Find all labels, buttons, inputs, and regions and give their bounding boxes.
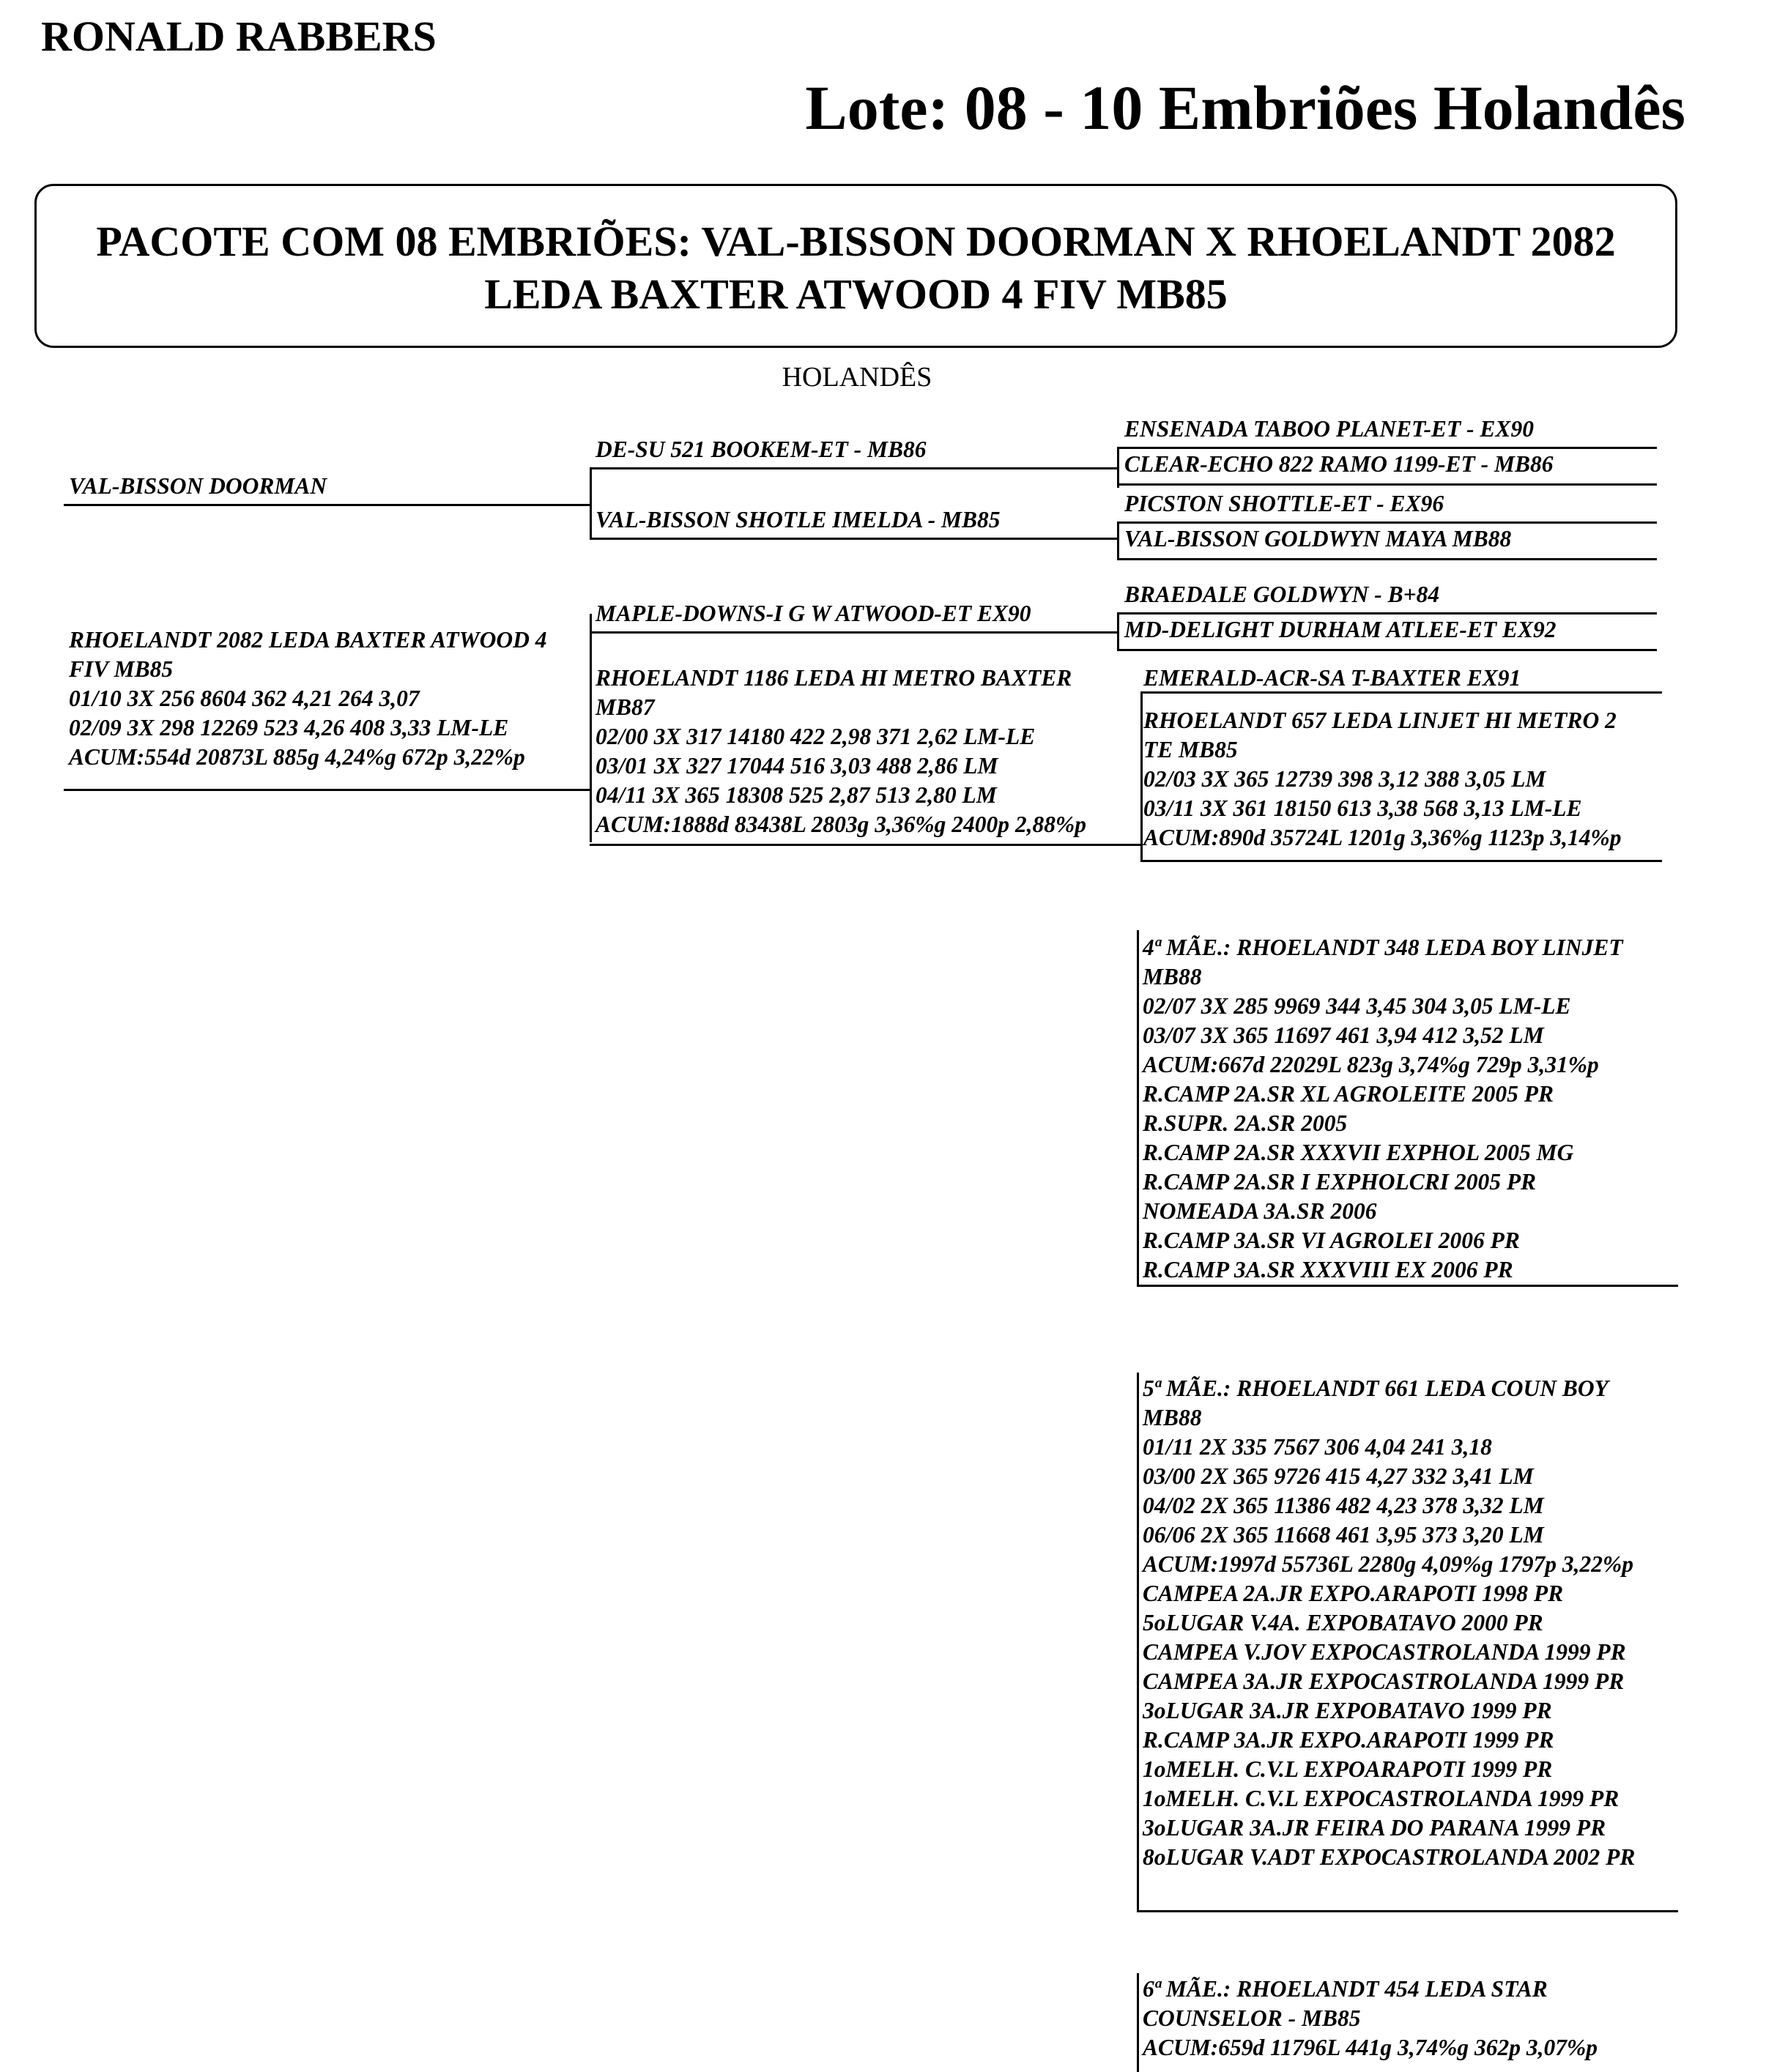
gen3-bracket-2 xyxy=(1117,521,1119,558)
fourth-dam-block xyxy=(1143,933,1623,1285)
sixth-dam-line: COUNSELOR - MB85 xyxy=(1143,2005,1361,2031)
fourth-dam-bracket xyxy=(1137,930,1139,1285)
lot-title: Lote: 08 - 10 Embriões Holandês xyxy=(805,73,1685,143)
third-dam-line: ACUM:890d 35724L 1201g 3,36%g 1123p 3,14%p xyxy=(1143,825,1622,850)
fourth-dam-line: ACUM:667d 22029L 823g 3,74%g 729p 3,31%p xyxy=(1143,1052,1599,1077)
sire-sire-line xyxy=(590,467,1117,469)
fifth-dam-line: 3oLUGAR 3A.JR EXPOBATAVO 1999 PR xyxy=(1143,1698,1552,1723)
dam-line: ACUM:554d 20873L 885g 4,24%g 672p 3,22%p xyxy=(69,744,525,770)
fifth-dam-line: 8oLUGAR V.ADT EXPOCASTROLANDA 2002 PR xyxy=(1143,1844,1636,1870)
fifth-dam-line: MB88 xyxy=(1143,1405,1202,1430)
third-dam-line: RHOELANDT 657 LEDA LINJET HI METRO 2 xyxy=(1143,708,1617,733)
gen3-line xyxy=(1117,447,1657,449)
dam-line-rule xyxy=(64,789,590,791)
sire-dam-name: VAL-BISSON SHOTLE IMELDA - MB85 xyxy=(596,507,1001,532)
dam-sire-line xyxy=(590,631,1117,634)
sixth-dam-block xyxy=(1143,1975,1598,2062)
package-line-1: PACOTE COM 08 EMBRIÕES: VAL-BISSON DOORMAN X RHOELANDT 2082 xyxy=(96,218,1616,265)
dam-dam-line: RHOELANDT 1186 LEDA HI METRO BAXTER xyxy=(596,665,1072,691)
fourth-dam-line: MB88 xyxy=(1143,964,1202,989)
fifth-dam-line: 01/11 2X 335 7567 306 4,04 241 3,18 xyxy=(1143,1434,1492,1460)
fifth-dam-line: 06/06 2X 365 11668 461 3,95 373 3,20 LM xyxy=(1143,1522,1544,1548)
dam-block xyxy=(69,625,547,772)
dam-dam-line: 04/11 3X 365 18308 525 2,87 513 2,80 LM xyxy=(596,782,997,808)
dam-dam-line: ACUM:1888d 83438L 2803g 3,36%g 2400p 2,88%p xyxy=(596,812,1086,837)
gen3-line xyxy=(1117,612,1657,614)
fifth-dam-line: 03/00 2X 365 9726 415 4,27 332 3,41 LM xyxy=(1143,1463,1534,1489)
fourth-dam-line: 4ª MÃE.: RHOELANDT 348 LEDA BOY LINJET xyxy=(1143,935,1623,960)
seller-name: RONALD RABBERS xyxy=(41,12,437,60)
gen3-name: EMERALD-ACR-SA T-BAXTER EX91 xyxy=(1143,665,1521,691)
breed-label: HOLANDÊS xyxy=(782,362,932,393)
dam-line: RHOELANDT 2082 LEDA BAXTER ATWOOD 4 xyxy=(69,627,547,653)
gen3-line xyxy=(1117,521,1657,524)
dam-sire-name: MAPLE-DOWNS-I G W ATWOOD-ET EX90 xyxy=(596,601,1031,626)
fifth-dam-line: R.CAMP 3A.JR EXPO.ARAPOTI 1999 PR xyxy=(1143,1727,1554,1753)
fourth-dam-line: 03/07 3X 365 11697 461 3,94 412 3,52 LM xyxy=(1143,1022,1544,1048)
gen3-name: PICSTON SHOTTLE-ET - EX96 xyxy=(1124,491,1444,516)
package-box xyxy=(34,184,1677,348)
dam-dam-block xyxy=(596,664,1086,839)
sixth-dam-bracket xyxy=(1137,1973,1139,2072)
dam-line: 02/09 3X 298 12269 523 4,26 408 3,33 LM-LE xyxy=(69,715,509,740)
dam-dam-line: 02/00 3X 317 14180 422 2,98 371 2,62 LM-LE xyxy=(596,724,1036,749)
fourth-dam-line: R.CAMP 2A.SR I EXPHOLCRI 2005 PR xyxy=(1143,1169,1537,1195)
gen3-line xyxy=(1140,691,1662,694)
fifth-dam-line: 5ª MÃE.: RHOELANDT 661 LEDA COUN BOY xyxy=(1143,1375,1609,1401)
sire-sire-name: DE-SU 521 BOOKEM-ET - MB86 xyxy=(596,437,927,462)
sixth-dam-line: ACUM:659d 11796L 441g 3,74%g 362p 3,07%p xyxy=(1143,2035,1598,2060)
fifth-dam-line: 3oLUGAR 3A.JR FEIRA DO PARANA 1999 PR xyxy=(1143,1815,1606,1841)
fifth-dam-line: 1oMELH. C.V.L EXPOCASTROLANDA 1999 PR xyxy=(1143,1786,1620,1811)
dam-line: 01/10 3X 256 8604 362 4,21 264 3,07 xyxy=(69,686,420,711)
fifth-dam-line: ACUM:1997d 55736L 2280g 4,09%g 1797p 3,22%p xyxy=(1143,1551,1633,1577)
fifth-dam-line: 5oLUGAR V.4A. EXPOBATAVO 2000 PR xyxy=(1143,1610,1543,1635)
third-dam-block xyxy=(1143,706,1621,853)
third-dam-rule xyxy=(1140,860,1662,862)
fourth-dam-line: R.CAMP 3A.SR VI AGROLEI 2006 PR xyxy=(1143,1228,1520,1253)
dam-dam-line: 03/01 3X 327 17044 516 3,03 488 2,86 LM xyxy=(596,753,998,779)
gen3-line xyxy=(1117,558,1657,560)
fifth-dam-line: CAMPEA 2A.JR EXPO.ARAPOTI 1998 PR xyxy=(1143,1581,1564,1606)
sire-bracket xyxy=(590,469,592,539)
fourth-dam-line: R.CAMP 2A.SR XL AGROLEITE 2005 PR xyxy=(1143,1081,1554,1107)
third-dam-line: 02/03 3X 365 12739 398 3,12 388 3,05 LM xyxy=(1143,766,1546,792)
dam-bracket xyxy=(590,614,592,842)
fifth-dam-line: CAMPEA V.JOV EXPOCASTROLANDA 1999 PR xyxy=(1143,1639,1626,1665)
gen3-bracket-3 xyxy=(1117,612,1119,649)
gen3-name: CLEAR-ECHO 822 RAMO 1199-ET - MB86 xyxy=(1124,451,1554,477)
third-dam-line: TE MB85 xyxy=(1143,737,1238,762)
gen3-name: MD-DELIGHT DURHAM ATLEE-ET EX92 xyxy=(1124,617,1557,642)
fifth-dam-line: 04/02 2X 365 11386 482 4,23 378 3,32 LM xyxy=(1143,1493,1544,1518)
dam-dam-line: MB87 xyxy=(596,694,655,720)
gen3-name: ENSENADA TABOO PLANET-ET - EX90 xyxy=(1124,416,1534,442)
fifth-dam-block xyxy=(1143,1374,1635,1872)
dam-line: FIV MB85 xyxy=(69,656,174,682)
gen3-name: VAL-BISSON GOLDWYN MAYA MB88 xyxy=(1124,526,1512,552)
fifth-dam-bracket xyxy=(1137,1373,1139,1910)
sire-dam-line xyxy=(590,538,1117,540)
gen3-line xyxy=(1117,483,1657,486)
fifth-dam-line: 1oMELH. C.V.L EXPOARAPOTI 1999 PR xyxy=(1143,1756,1553,1782)
fourth-dam-rule xyxy=(1137,1285,1678,1287)
sire-line xyxy=(64,504,590,506)
fourth-dam-line: R.CAMP 3A.SR XXXVIII EX 2006 PR xyxy=(1143,1257,1513,1282)
gen3-bracket-4 xyxy=(1140,691,1143,860)
fifth-dam-rule xyxy=(1137,1910,1678,1912)
sire-name: VAL-BISSON DOORMAN xyxy=(69,473,327,499)
gen3-bracket-1 xyxy=(1117,447,1119,488)
fourth-dam-line: 02/07 3X 285 9969 344 3,45 304 3,05 LM-LE xyxy=(1143,993,1571,1019)
third-dam-line: 03/11 3X 361 18150 613 3,38 568 3,13 LM-LE xyxy=(1143,795,1582,821)
fifth-dam-line: CAMPEA 3A.JR EXPOCASTROLANDA 1999 PR xyxy=(1143,1668,1625,1694)
dam-dam-line-rule xyxy=(590,844,1140,846)
package-line-2: LEDA BAXTER ATWOOD 4 FIV MB85 xyxy=(484,270,1228,318)
gen3-name: BRAEDALE GOLDWYN - B+84 xyxy=(1124,582,1440,607)
fourth-dam-line: R.SUPR. 2A.SR 2005 xyxy=(1143,1110,1348,1136)
gen3-line xyxy=(1117,649,1657,651)
sixth-dam-line: 6ª MÃE.: RHOELANDT 454 LEDA STAR xyxy=(1143,1976,1548,2002)
fourth-dam-line: NOMEADA 3A.SR 2006 xyxy=(1143,1198,1377,1224)
fourth-dam-line: R.CAMP 2A.SR XXXVII EXPHOL 2005 MG xyxy=(1143,1140,1574,1165)
